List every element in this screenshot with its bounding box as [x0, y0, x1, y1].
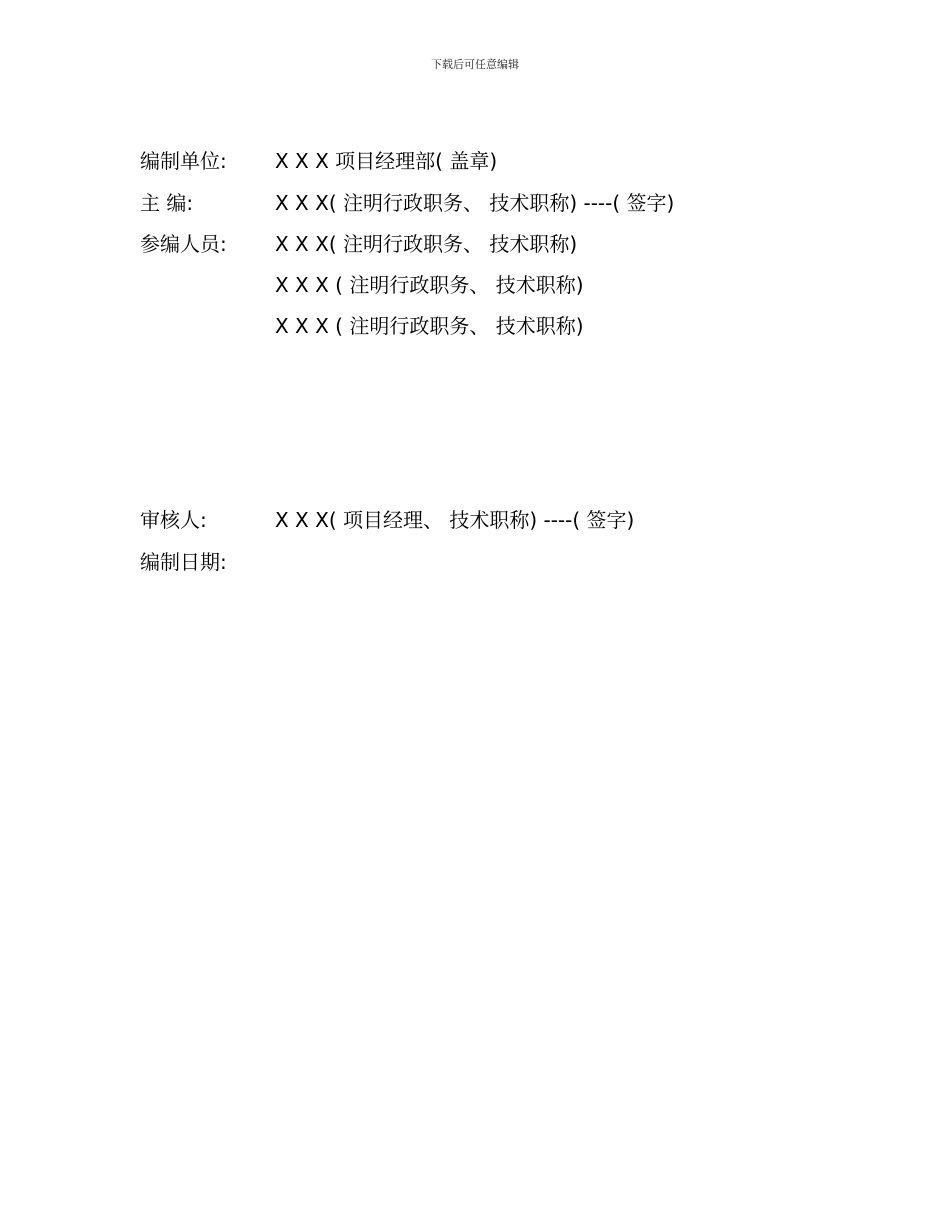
contributor-1: X X X( 注明行政职务、 技术职称) — [275, 232, 578, 256]
page-header: 下载后可任意编辑 — [431, 58, 519, 71]
date-label: 编制日期: — [140, 550, 227, 574]
unit-label: 编制单位: — [140, 149, 227, 173]
reviewer-value: X X X( 项目经理、 技术职称) ----( 签字) — [275, 508, 635, 532]
chief-editor-label: 主 编: — [140, 191, 194, 215]
reviewer-label: 审核人: — [140, 508, 207, 532]
contributors-label: 参编人员: — [140, 232, 227, 256]
unit-value: X X X 项目经理部( 盖章) — [275, 149, 498, 173]
contributor-3: X X X ( 注明行政职务、 技术职称) — [275, 314, 584, 338]
contributor-2: X X X ( 注明行政职务、 技术职称) — [275, 273, 584, 297]
chief-editor-value: X X X( 注明行政职务、 技术职称) ----( 签字) — [275, 191, 675, 215]
